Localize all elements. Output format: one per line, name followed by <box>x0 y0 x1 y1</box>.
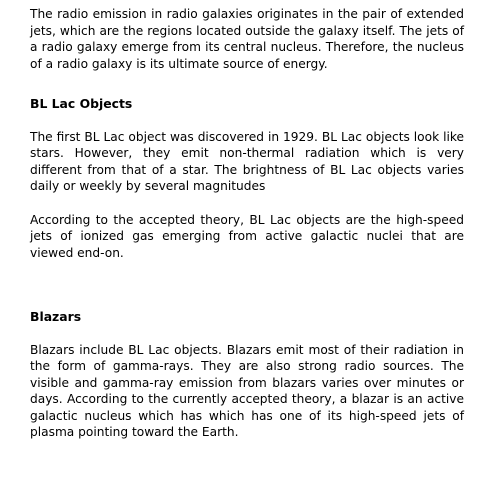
section-blazars <box>30 309 464 441</box>
section-heading: BL Lac Objects <box>30 96 133 111</box>
paragraph: The first BL Lac object was discovered in 1929. BL Lac objects look like stars. However, they emit non-thermal radiation which is very different from that of a star. The brightness of BL Lac objects varies daily or weekly by several magnitudes <box>30 129 464 193</box>
section-bl-lac-objects <box>30 96 464 261</box>
intro-paragraph: The radio emission in radio galaxies originates in the pair of extended jets, which are the regions located outside the galaxy itself. The jets of a radio galaxy emerge from its central nucleus. Therefore, the nucleus of a radio galaxy is its ultimate source of energy. <box>30 7 464 71</box>
paragraph: Blazars include BL Lac objects. Blazars emit most of their radiation in the form of gamma-rays. They are also strong radio sources. The visible and gamma-ray emission from blazars varies over minutes or days. According to the currently accepted theory, a blazar is an active galactic nucleus which has which has one of its high-speed jets of plasma pointing toward the Earth. <box>30 342 464 439</box>
section-heading: Blazars <box>30 309 82 324</box>
paragraph: According to the accepted theory, BL Lac objects are the high-speed jets of ionized gas emerging from active galactic nuclei that are viewed end-on. <box>30 212 464 260</box>
document-body <box>30 6 464 441</box>
